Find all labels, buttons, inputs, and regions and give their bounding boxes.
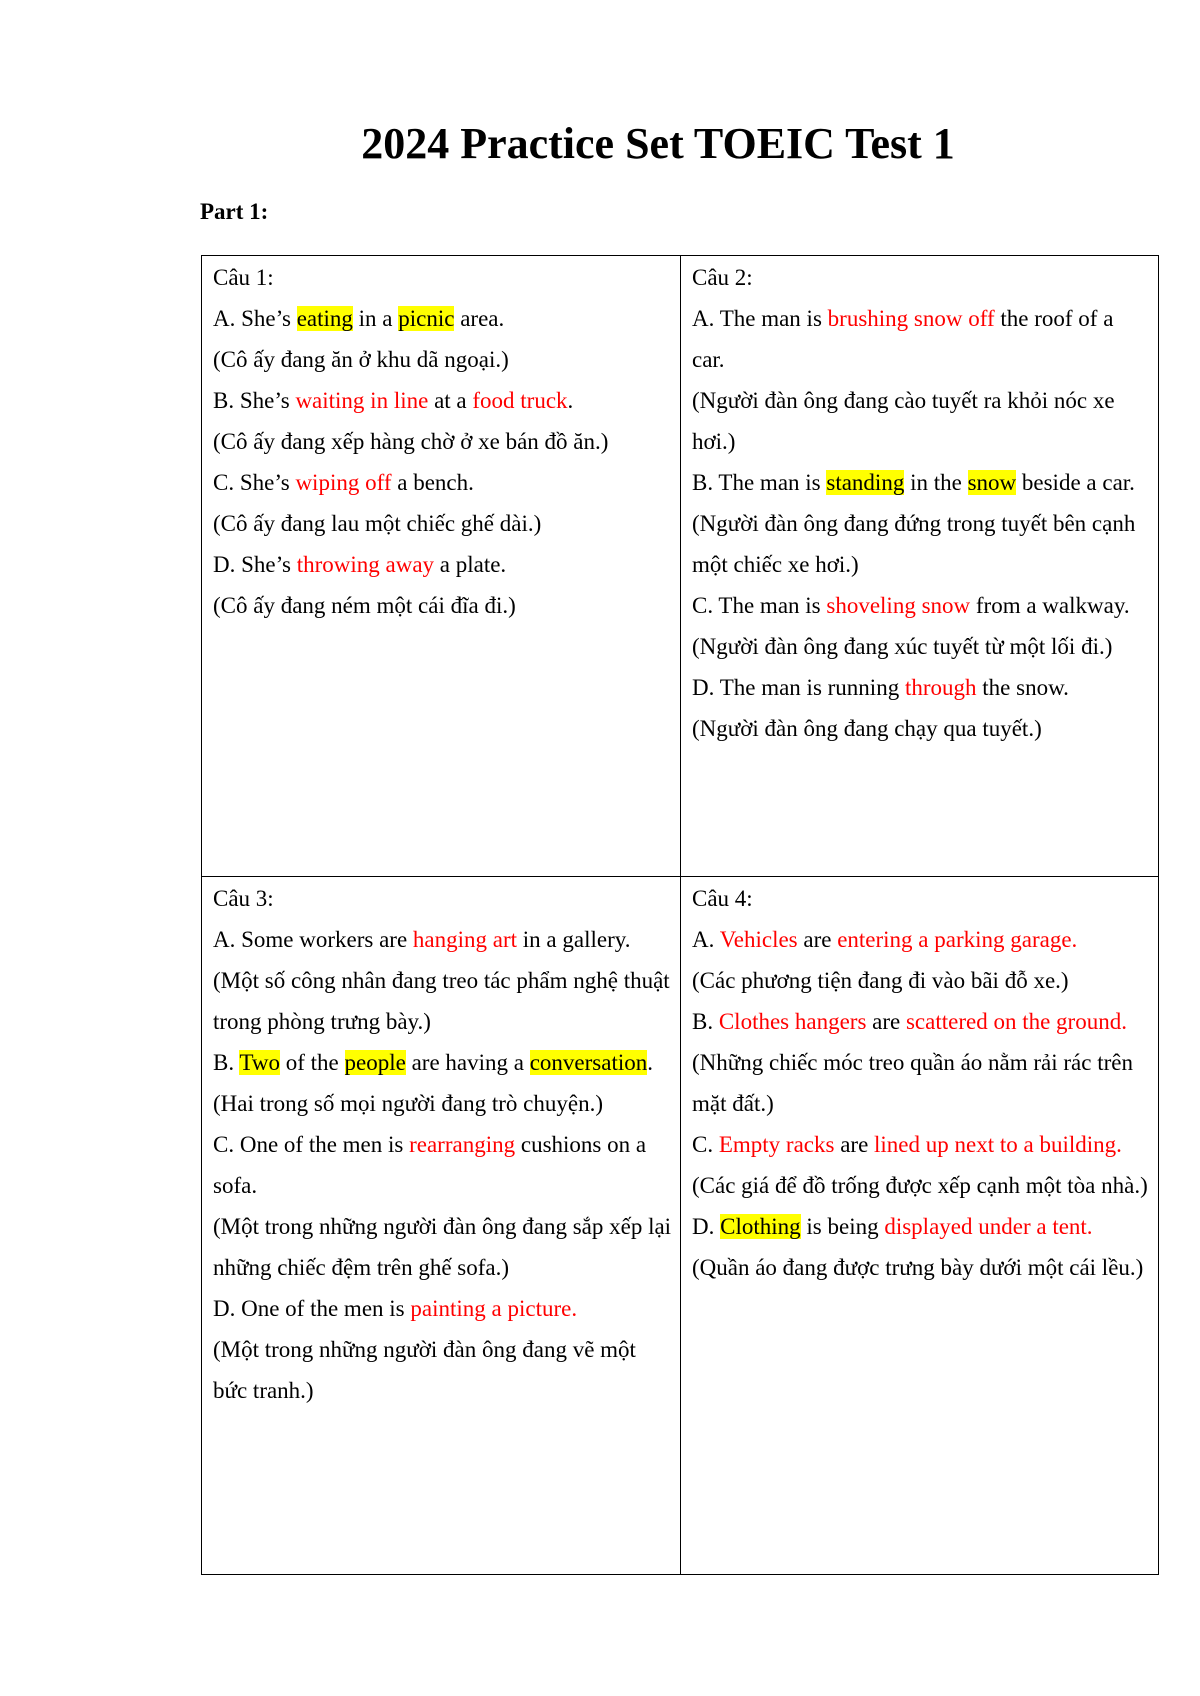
key-phrase: brushing snow off — [827, 306, 995, 331]
question-label: Câu 2: — [692, 265, 753, 290]
answer-option — [213, 298, 672, 339]
text-segment: (Người đàn ông đang cào tuyết ra khỏi nóc xe hơi.) — [692, 388, 1115, 454]
text-segment: B. The man is — [692, 470, 827, 495]
text-segment: in a — [352, 306, 399, 331]
translation-line — [692, 1247, 1150, 1288]
text-segment: in a gallery. — [517, 927, 631, 952]
highlighted-keyword: snow — [967, 470, 1017, 495]
answer-option — [692, 667, 1150, 708]
translation-line — [213, 421, 672, 462]
key-phrase: throwing away — [296, 552, 435, 577]
text-segment: (Người đàn ông đang đứng trong tuyết bên cạnh một chiếc xe hơi.) — [692, 511, 1136, 577]
text-segment: . — [567, 388, 574, 413]
question-cell-1 — [202, 256, 681, 877]
translation-line — [213, 1206, 672, 1288]
text-segment: A. She’s — [213, 306, 297, 331]
text-segment: of the — [280, 1050, 345, 1075]
answer-option — [213, 1124, 672, 1206]
text-segment: (Các phương tiện đang đi vào bãi đỗ xe.) — [692, 968, 1069, 993]
text-segment: (Một trong những người đàn ông đang vẽ một bức tranh.) — [213, 1337, 636, 1403]
translation-line — [213, 1083, 672, 1124]
text-segment: (Người đàn ông đang xúc tuyết từ một lối đi.) — [692, 634, 1113, 659]
key-phrase: Empty racks — [718, 1132, 835, 1157]
key-phrase: Vehicles — [719, 927, 798, 952]
translation-line — [692, 708, 1150, 749]
text-segment: (Một số công nhân đang treo tác phẩm nghệ thuật trong phòng trưng bày.) — [213, 968, 670, 1034]
text-segment: (Cô ấy đang xếp hàng chờ ở xe bán đồ ăn.) — [213, 429, 609, 454]
translation-line — [692, 626, 1150, 667]
text-segment: area. — [454, 306, 505, 331]
text-segment: A. — [692, 927, 720, 952]
highlighted-keyword: picnic — [398, 306, 455, 331]
translation-line — [213, 960, 672, 1042]
text-segment: in the — [904, 470, 968, 495]
answer-table — [201, 255, 1159, 1575]
key-phrase: hanging art — [412, 927, 518, 952]
key-phrase: displayed under a tent. — [884, 1214, 1093, 1239]
text-segment: from a walkway. — [970, 593, 1130, 618]
text-segment: (Cô ấy đang ném một cái đĩa đi.) — [213, 593, 516, 618]
text-segment: D. The man is running — [692, 675, 905, 700]
question-cell-4 — [681, 877, 1159, 1575]
answer-option — [213, 1288, 672, 1329]
translation-line — [692, 1165, 1150, 1206]
key-phrase: waiting in line — [295, 388, 429, 413]
text-segment: C. The man is — [692, 593, 827, 618]
text-segment: are having a — [405, 1050, 530, 1075]
text-segment: (Người đàn ông đang chạy qua tuyết.) — [692, 716, 1042, 741]
key-phrase: scattered on the ground. — [905, 1009, 1127, 1034]
text-segment: (Cô ấy đang ăn ở khu dã ngoại.) — [213, 347, 509, 372]
key-phrase: shoveling snow — [826, 593, 971, 618]
answer-option — [692, 919, 1150, 960]
key-phrase: wiping off — [295, 470, 392, 495]
answer-option — [213, 462, 672, 503]
text-segment: B. — [692, 1009, 719, 1034]
text-segment: C. — [692, 1132, 719, 1157]
text-segment: at a — [428, 388, 473, 413]
key-phrase: Clothes hangers — [718, 1009, 867, 1034]
text-segment: is being — [800, 1214, 885, 1239]
highlighted-keyword: standing — [826, 470, 905, 495]
text-segment: (Những chiếc móc treo quần áo nằm rải rác trên mặt đất.) — [692, 1050, 1133, 1116]
answer-option — [692, 1124, 1150, 1165]
highlighted-keyword: Clothing — [720, 1214, 801, 1239]
translation-line — [692, 960, 1150, 1001]
answer-option — [213, 919, 672, 960]
translation-line — [692, 380, 1150, 462]
question-cell-2 — [681, 256, 1159, 877]
text-segment: a plate. — [434, 552, 507, 577]
text-segment: D. She’s — [213, 552, 297, 577]
part-heading: Part 1: — [200, 199, 269, 224]
text-segment: A. Some workers are — [213, 927, 413, 952]
text-segment: C. One of the men is — [213, 1132, 410, 1157]
answer-option — [692, 298, 1150, 380]
translation-line — [213, 339, 672, 380]
answer-option — [213, 1042, 672, 1083]
highlighted-keyword: people — [344, 1050, 406, 1075]
question-label: Câu 1: — [213, 265, 274, 290]
text-segment: D. — [692, 1214, 721, 1239]
text-segment: A. The man is — [692, 306, 828, 331]
key-phrase: through — [904, 675, 977, 700]
answer-option — [692, 462, 1150, 503]
key-phrase: food truck — [472, 388, 568, 413]
text-segment: the roof of a car. — [692, 306, 1114, 372]
translation-line — [692, 503, 1150, 585]
translation-line — [213, 1329, 672, 1411]
text-segment: (Các giá để đồ trống được xếp cạnh một tòa nhà.) — [692, 1173, 1148, 1198]
text-segment: the snow. — [976, 675, 1069, 700]
text-segment: D. One of the men is — [213, 1296, 411, 1321]
key-phrase: rearranging — [409, 1132, 516, 1157]
text-segment: (Một trong những người đàn ông đang sắp xếp lại những chiếc đệm trên ghế sofa.) — [213, 1214, 672, 1280]
answer-option — [213, 380, 672, 421]
key-phrase: lined up next to a building. — [874, 1132, 1122, 1157]
highlighted-keyword: eating — [296, 306, 353, 331]
translation-line — [213, 503, 672, 544]
translation-line — [692, 1042, 1150, 1124]
text-segment: B. — [213, 1050, 240, 1075]
answer-option — [692, 585, 1150, 626]
answer-option — [213, 544, 672, 585]
text-segment: cushions on a sofa. — [213, 1132, 647, 1198]
key-phrase: painting a picture. — [410, 1296, 578, 1321]
text-segment: a bench. — [391, 470, 474, 495]
document-title: 2024 Practice Set TOEIC Test 1 — [361, 119, 955, 168]
highlighted-keyword: conversation — [529, 1050, 648, 1075]
text-segment: (Cô ấy đang lau một chiếc ghế dài.) — [213, 511, 542, 536]
text-segment: C. She’s — [213, 470, 296, 495]
highlighted-keyword: Two — [239, 1050, 280, 1075]
text-segment: (Quần áo đang được trưng bày dưới một cái lều.) — [692, 1255, 1144, 1280]
answer-option — [692, 1001, 1150, 1042]
text-segment: are — [834, 1132, 875, 1157]
table-row — [202, 256, 1159, 877]
question-label: Câu 4: — [692, 886, 753, 911]
question-label: Câu 3: — [213, 886, 274, 911]
text-segment: beside a car. — [1016, 470, 1135, 495]
text-segment: . — [647, 1050, 653, 1075]
table-row — [202, 877, 1159, 1575]
text-segment: B. She’s — [213, 388, 296, 413]
translation-line — [213, 585, 672, 626]
answer-option — [692, 1206, 1150, 1247]
text-segment: are — [866, 1009, 906, 1034]
text-segment: are — [797, 927, 838, 952]
text-segment: (Hai trong số mọi người đang trò chuyện.) — [213, 1091, 604, 1116]
question-cell-3 — [202, 877, 681, 1575]
key-phrase: entering a parking garage. — [837, 927, 1078, 952]
